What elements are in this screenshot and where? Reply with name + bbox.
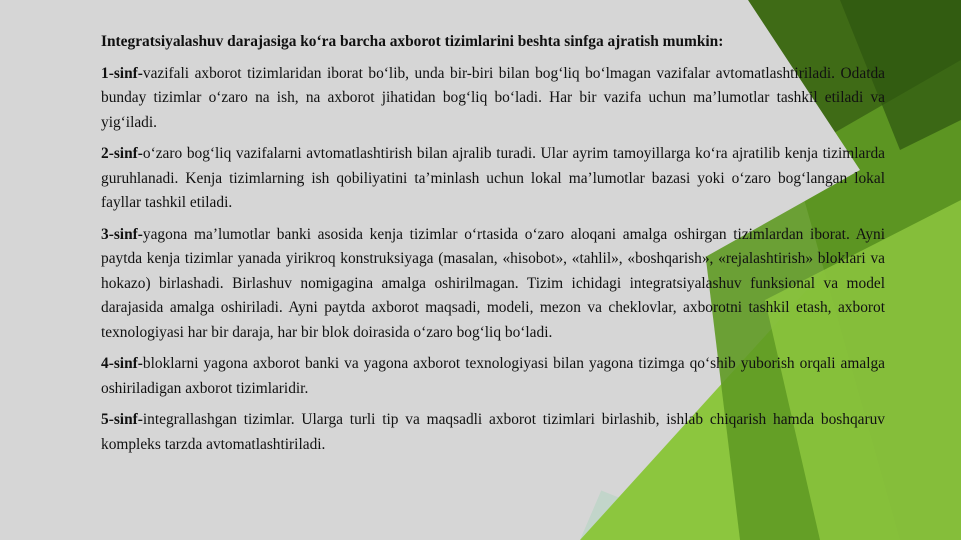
class-text-5: integrallashgan tizimlar. Ularga turli tip va maqsadli axborot tizimlari birlashib, ishlab chiqarish hamda boshqaruv kompleks tarzda avtomatlashtiriladi. [101,411,885,453]
class-label-3: 3-sinf- [101,225,143,243]
class-paragraph-2 [101,142,885,216]
slide-heading: Integratsiyalashuv darajasiga ko‘ra barcha axborot tizimlarini beshta sinfga ajratish mumkin: [101,33,724,50]
class-paragraph-1 [101,62,885,136]
class-paragraph-5 [101,408,885,457]
class-text-4: bloklarni yagona axborot banki va yagona axborot texnologiyasi bilan yagona tizimga qo‘shib yuborish orqali amalga oshiriladigan axborot tizimlaridir. [101,355,885,397]
class-paragraph-4 [101,352,885,401]
class-text-1: vazifali axborot tizimlaridan iborat bo‘lib, unda bir-biri bilan bog‘liq bo‘lmagan vazifalar avtomatlashtiriladi. Odatda bunday tizimlar o‘zaro na ish, na axborot jihatidan bog‘liq bo‘ladi. Har bir vazifa uchun ma’lumotlar tashkil etiladi va yig‘iladi. [101,64,885,131]
class-label-4: 4-sinf- [101,355,143,372]
class-paragraph-3 [101,223,885,346]
class-label-2: 2-sinf- [101,145,143,162]
class-text-2: o‘zaro bog‘liq vazifalarni avtomatlashtirish bilan ajralib turadi. Ular ayrim tamoyillarga ko‘ra ajratilib kenja tizimlarda guruhlanadi. Kenja tizimlarning ish qobiliyatini ta’minlash uchun lokal ma’lumotlar bazasi yoki o‘zaro bog‘langan lokal fayllar tashkil etiladi. [101,145,885,211]
class-label-1: 1-sinf- [101,64,143,82]
class-label-5: 5-sinf- [101,411,143,428]
slide-content [101,30,885,464]
class-text-3: yagona ma’lumotlar banki asosida kenja tizimlar o‘rtasida o‘zaro aloqani amalga oshirgan tizimlardan iborat. Ayni paytda kenja tizimlar yanada yirikroq konstruksiyaga (masalan, «hisobot», «tahlil», «boshqarish», «rejalashtirish» bloklari va hokazo) birlashadi. Birlashuv nomigagina amalga oshirilmagan. Tizim ichidagi integratsiyalashuv funksional va model darajasida amalga oshiriladi. Ayni paytda axborot maqsadi, modeli, mezon va cheklovlar, axborotni tashkil etash, axborot texnologiyasi har bir daraja, har bir blok doirasida o‘zaro bog‘liq bo‘ladi. [101,225,885,341]
